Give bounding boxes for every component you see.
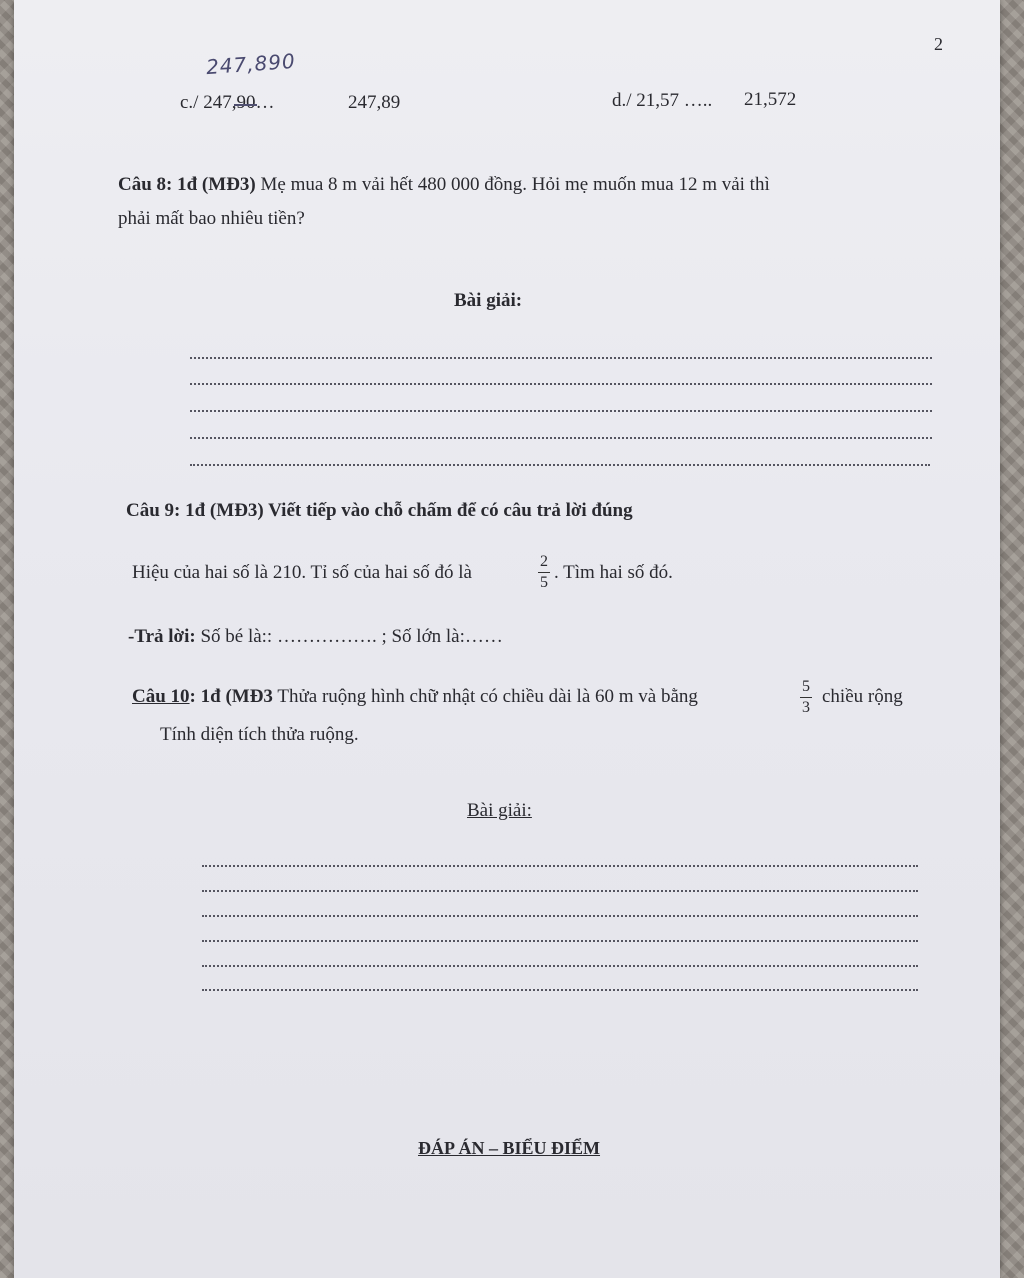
- comparison-c: [180, 92, 274, 114]
- question-10-label-rest: : 1đ (MĐ3: [189, 686, 273, 707]
- question-8-line-1: [118, 174, 770, 196]
- worksheet-page: [14, 0, 1000, 1278]
- question-8-text-1: Mẹ mua 8 m vải hết 480 000 đồng. Hỏi mẹ muốn mua 12 m vải thì: [260, 174, 770, 195]
- answer-line: [190, 356, 932, 359]
- question-9-answer: [128, 626, 503, 648]
- fraction-denominator: 3: [802, 699, 810, 716]
- answer-line: [190, 382, 932, 385]
- fraction-numerator: 2: [540, 553, 548, 570]
- fraction-bar: [538, 572, 550, 573]
- answer-line: [202, 964, 918, 967]
- answer-key-title: ĐÁP ÁN – BIỂU ĐIỂM: [418, 1138, 601, 1158]
- question-9-text-after: . Tìm hai số đó.: [554, 562, 673, 583]
- question-9-text-before: Hiệu của hai số là 210. Tỉ số của hai số đó là: [132, 562, 472, 583]
- fraction-denominator: 5: [540, 574, 548, 591]
- answer-line: [202, 864, 918, 867]
- question-9-fraction: [538, 553, 550, 592]
- page-number: 2: [934, 34, 943, 54]
- question-9-answer-text: Số bé là:: ……………. ; Số lớn là:……: [200, 626, 503, 647]
- question-10-text-2: Tính diện tích thửa ruộng.: [160, 724, 359, 745]
- question-10-solution-title: Bài giải:: [467, 800, 532, 821]
- answer-line: [190, 409, 932, 412]
- fraction-numerator: 5: [802, 678, 810, 695]
- question-10-fraction: [800, 678, 812, 717]
- comparison-c-struck: 90: [236, 92, 256, 113]
- question-10-text-end: chiều rộng: [822, 686, 903, 707]
- comparison-c-right: 247,89: [348, 92, 401, 113]
- answer-line: [202, 914, 918, 917]
- question-10-line-1: [132, 686, 698, 708]
- comparison-c-left: c./ 247,: [180, 92, 237, 113]
- question-9-answer-label: -Trả lời:: [128, 626, 196, 647]
- handwritten-correction: 247,890: [205, 48, 297, 80]
- answer-line: [190, 436, 932, 439]
- comparison-c-dots: …: [255, 92, 275, 113]
- answer-line: [202, 889, 918, 892]
- question-8-text-2: phải mất bao nhiêu tiền?: [118, 208, 305, 229]
- fraction-bar: [800, 697, 812, 698]
- question-9-label: Câu 9: 1đ (MĐ3) Viết tiếp vào chỗ chấm để có câu trả lời đúng: [126, 500, 633, 521]
- answer-line: [190, 463, 930, 466]
- question-8-solution-title: Bài giải:: [454, 290, 523, 311]
- comparison-d-left: d./ 21,57 …..: [612, 90, 713, 111]
- question-10-text-1: Thửa ruộng hình chữ nhật có chiều dài là 60 m và bằng: [277, 686, 698, 707]
- comparison-d-right: 21,572: [744, 89, 797, 110]
- answer-line: [202, 939, 918, 942]
- answer-line: [202, 988, 918, 991]
- question-8-label: Câu 8: 1đ (MĐ3): [118, 174, 256, 195]
- question-10-label: Câu 10: [132, 686, 190, 707]
